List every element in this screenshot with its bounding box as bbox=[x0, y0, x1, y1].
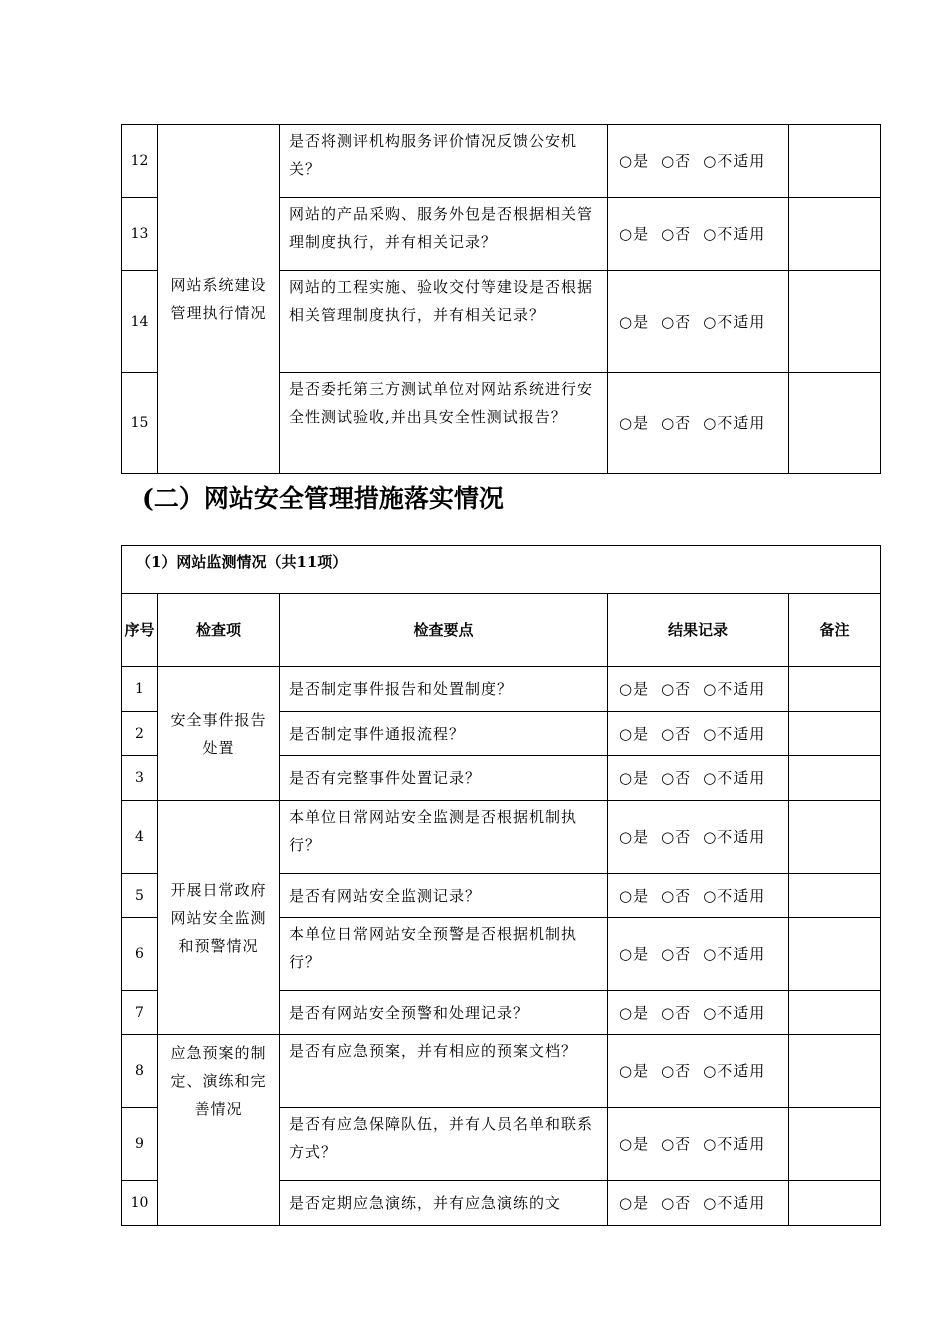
row-number: 2 bbox=[122, 712, 158, 756]
note-cell bbox=[789, 756, 881, 801]
note-cell bbox=[789, 198, 881, 271]
table-row bbox=[122, 667, 881, 712]
table-website-monitoring bbox=[121, 545, 881, 1226]
option-na[interactable]: ○不适用 bbox=[703, 945, 766, 963]
note-cell bbox=[789, 991, 881, 1035]
result-options bbox=[608, 801, 789, 874]
row-number: 13 bbox=[122, 198, 158, 271]
note-cell bbox=[789, 1181, 881, 1226]
check-point: 是否制定事件报告和处置制度？ bbox=[280, 667, 608, 712]
table-subtitle: （1）网站监测情况（共11项） bbox=[122, 546, 881, 594]
option-no[interactable]: ○否 bbox=[661, 886, 692, 905]
result-options bbox=[608, 373, 789, 474]
row-number: 9 bbox=[122, 1108, 158, 1181]
table-header-row bbox=[122, 594, 881, 667]
header-item: 检查项 bbox=[158, 594, 280, 667]
note-cell bbox=[789, 1108, 881, 1181]
result-options bbox=[608, 1108, 789, 1181]
option-na[interactable]: ○不适用 bbox=[703, 152, 766, 170]
option-no[interactable]: ○否 bbox=[661, 152, 692, 170]
header-points: 检查要点 bbox=[280, 594, 608, 667]
check-point: 是否制定事件通报流程？ bbox=[280, 712, 608, 756]
result-options bbox=[608, 991, 789, 1035]
result-options bbox=[608, 1035, 789, 1108]
check-category: 网站系统建设管理执行情况 bbox=[158, 125, 280, 474]
result-options bbox=[608, 125, 789, 198]
option-na[interactable]: ○不适用 bbox=[703, 828, 766, 846]
option-yes[interactable]: ○是 bbox=[619, 152, 650, 170]
check-point: 是否有应急预案，并有相应的预案文档？ bbox=[280, 1035, 608, 1108]
option-yes[interactable]: ○是 bbox=[619, 225, 650, 243]
option-yes[interactable]: ○是 bbox=[619, 769, 650, 787]
option-no[interactable]: ○否 bbox=[661, 828, 692, 846]
option-yes[interactable]: ○是 bbox=[619, 1003, 650, 1022]
option-yes[interactable]: ○是 bbox=[619, 680, 650, 698]
option-no[interactable]: ○否 bbox=[661, 312, 692, 331]
result-options bbox=[608, 1181, 789, 1226]
option-no[interactable]: ○否 bbox=[661, 1194, 692, 1212]
option-na[interactable]: ○不适用 bbox=[703, 225, 766, 243]
option-no[interactable]: ○否 bbox=[661, 724, 692, 743]
row-number: 5 bbox=[122, 874, 158, 918]
table-row bbox=[122, 125, 881, 198]
check-category: 安全事件报告处置 bbox=[158, 667, 280, 801]
header-note: 备注 bbox=[789, 594, 881, 667]
option-no[interactable]: ○否 bbox=[661, 1003, 692, 1022]
row-number: 6 bbox=[122, 918, 158, 991]
note-cell bbox=[789, 1035, 881, 1108]
note-cell bbox=[789, 712, 881, 756]
check-category: 开展日常政府网站安全监测和预警情况 bbox=[158, 801, 280, 1035]
check-category: 应急预案的制定、演练和完善情况 bbox=[158, 1035, 280, 1226]
option-na[interactable]: ○不适用 bbox=[703, 724, 766, 743]
note-cell bbox=[789, 874, 881, 918]
check-point: 本单位日常网站安全预警是否根据机制执行？ bbox=[280, 918, 608, 991]
option-na[interactable]: ○不适用 bbox=[703, 1062, 766, 1080]
check-point: 是否委托第三方测试单位对网站系统进行安全性测试验收,并出具安全性测试报告？ bbox=[280, 373, 608, 474]
header-seq: 序号 bbox=[122, 594, 158, 667]
option-yes[interactable]: ○是 bbox=[619, 1062, 650, 1080]
option-na[interactable]: ○不适用 bbox=[703, 680, 766, 698]
row-number: 3 bbox=[122, 756, 158, 801]
option-yes[interactable]: ○是 bbox=[619, 414, 650, 432]
option-na[interactable]: ○不适用 bbox=[703, 886, 766, 905]
option-no[interactable]: ○否 bbox=[661, 680, 692, 698]
check-point: 是否将测评机构服务评价情况反馈公安机关？ bbox=[280, 125, 608, 198]
result-options bbox=[608, 918, 789, 991]
header-result: 结果记录 bbox=[608, 594, 789, 667]
row-number: 1 bbox=[122, 667, 158, 712]
row-number: 8 bbox=[122, 1035, 158, 1108]
option-no[interactable]: ○否 bbox=[661, 1135, 692, 1153]
option-na[interactable]: ○不适用 bbox=[703, 1135, 766, 1153]
note-cell bbox=[789, 801, 881, 874]
note-cell bbox=[789, 271, 881, 373]
option-yes[interactable]: ○是 bbox=[619, 1135, 650, 1153]
option-yes[interactable]: ○是 bbox=[619, 886, 650, 905]
check-point: 是否有网站安全监测记录？ bbox=[280, 874, 608, 918]
option-na[interactable]: ○不适用 bbox=[703, 1194, 766, 1212]
option-na[interactable]: ○不适用 bbox=[703, 414, 766, 432]
row-number: 10 bbox=[122, 1181, 158, 1226]
row-number: 7 bbox=[122, 991, 158, 1035]
option-yes[interactable]: ○是 bbox=[619, 312, 650, 331]
section-heading: (二）网站安全管理措施落实情况 bbox=[142, 484, 504, 513]
result-options bbox=[608, 198, 789, 271]
option-no[interactable]: ○否 bbox=[661, 769, 692, 787]
option-yes[interactable]: ○是 bbox=[619, 724, 650, 743]
check-point: 是否有应急保障队伍，并有人员名单和联系方式？ bbox=[280, 1108, 608, 1181]
result-options bbox=[608, 667, 789, 712]
option-yes[interactable]: ○是 bbox=[619, 828, 650, 846]
result-options bbox=[608, 756, 789, 801]
table-subtitle-row bbox=[122, 546, 881, 594]
option-no[interactable]: ○否 bbox=[661, 225, 692, 243]
result-options bbox=[608, 271, 789, 373]
table-row bbox=[122, 1035, 881, 1108]
row-number: 12 bbox=[122, 125, 158, 198]
note-cell bbox=[789, 373, 881, 474]
result-options bbox=[608, 874, 789, 918]
check-point: 是否有网站安全预警和处理记录？ bbox=[280, 991, 608, 1035]
option-no[interactable]: ○否 bbox=[661, 1062, 692, 1080]
option-na[interactable]: ○不适用 bbox=[703, 1003, 766, 1022]
table-system-construction bbox=[121, 124, 881, 474]
option-yes[interactable]: ○是 bbox=[619, 945, 650, 963]
result-options bbox=[608, 712, 789, 756]
row-number: 14 bbox=[122, 271, 158, 373]
option-no[interactable]: ○否 bbox=[661, 945, 692, 963]
note-cell bbox=[789, 918, 881, 991]
note-cell bbox=[789, 667, 881, 712]
check-point: 网站的产品采购、服务外包是否根据相关管理制度执行，并有相关记录？ bbox=[280, 198, 608, 271]
option-na[interactable]: ○不适用 bbox=[703, 769, 766, 787]
row-number: 4 bbox=[122, 801, 158, 874]
note-cell bbox=[789, 125, 881, 198]
check-point: 是否定期应急演练，并有应急演练的文 bbox=[280, 1181, 608, 1226]
option-na[interactable]: ○不适用 bbox=[703, 312, 766, 331]
option-no[interactable]: ○否 bbox=[661, 414, 692, 432]
check-point: 本单位日常网站安全监测是否根据机制执行？ bbox=[280, 801, 608, 874]
check-point: 是否有完整事件处置记录？ bbox=[280, 756, 608, 801]
check-point: 网站的工程实施、验收交付等建设是否根据相关管理制度执行，并有相关记录？ bbox=[280, 271, 608, 373]
option-yes[interactable]: ○是 bbox=[619, 1194, 650, 1212]
row-number: 15 bbox=[122, 373, 158, 474]
table-row bbox=[122, 801, 881, 874]
